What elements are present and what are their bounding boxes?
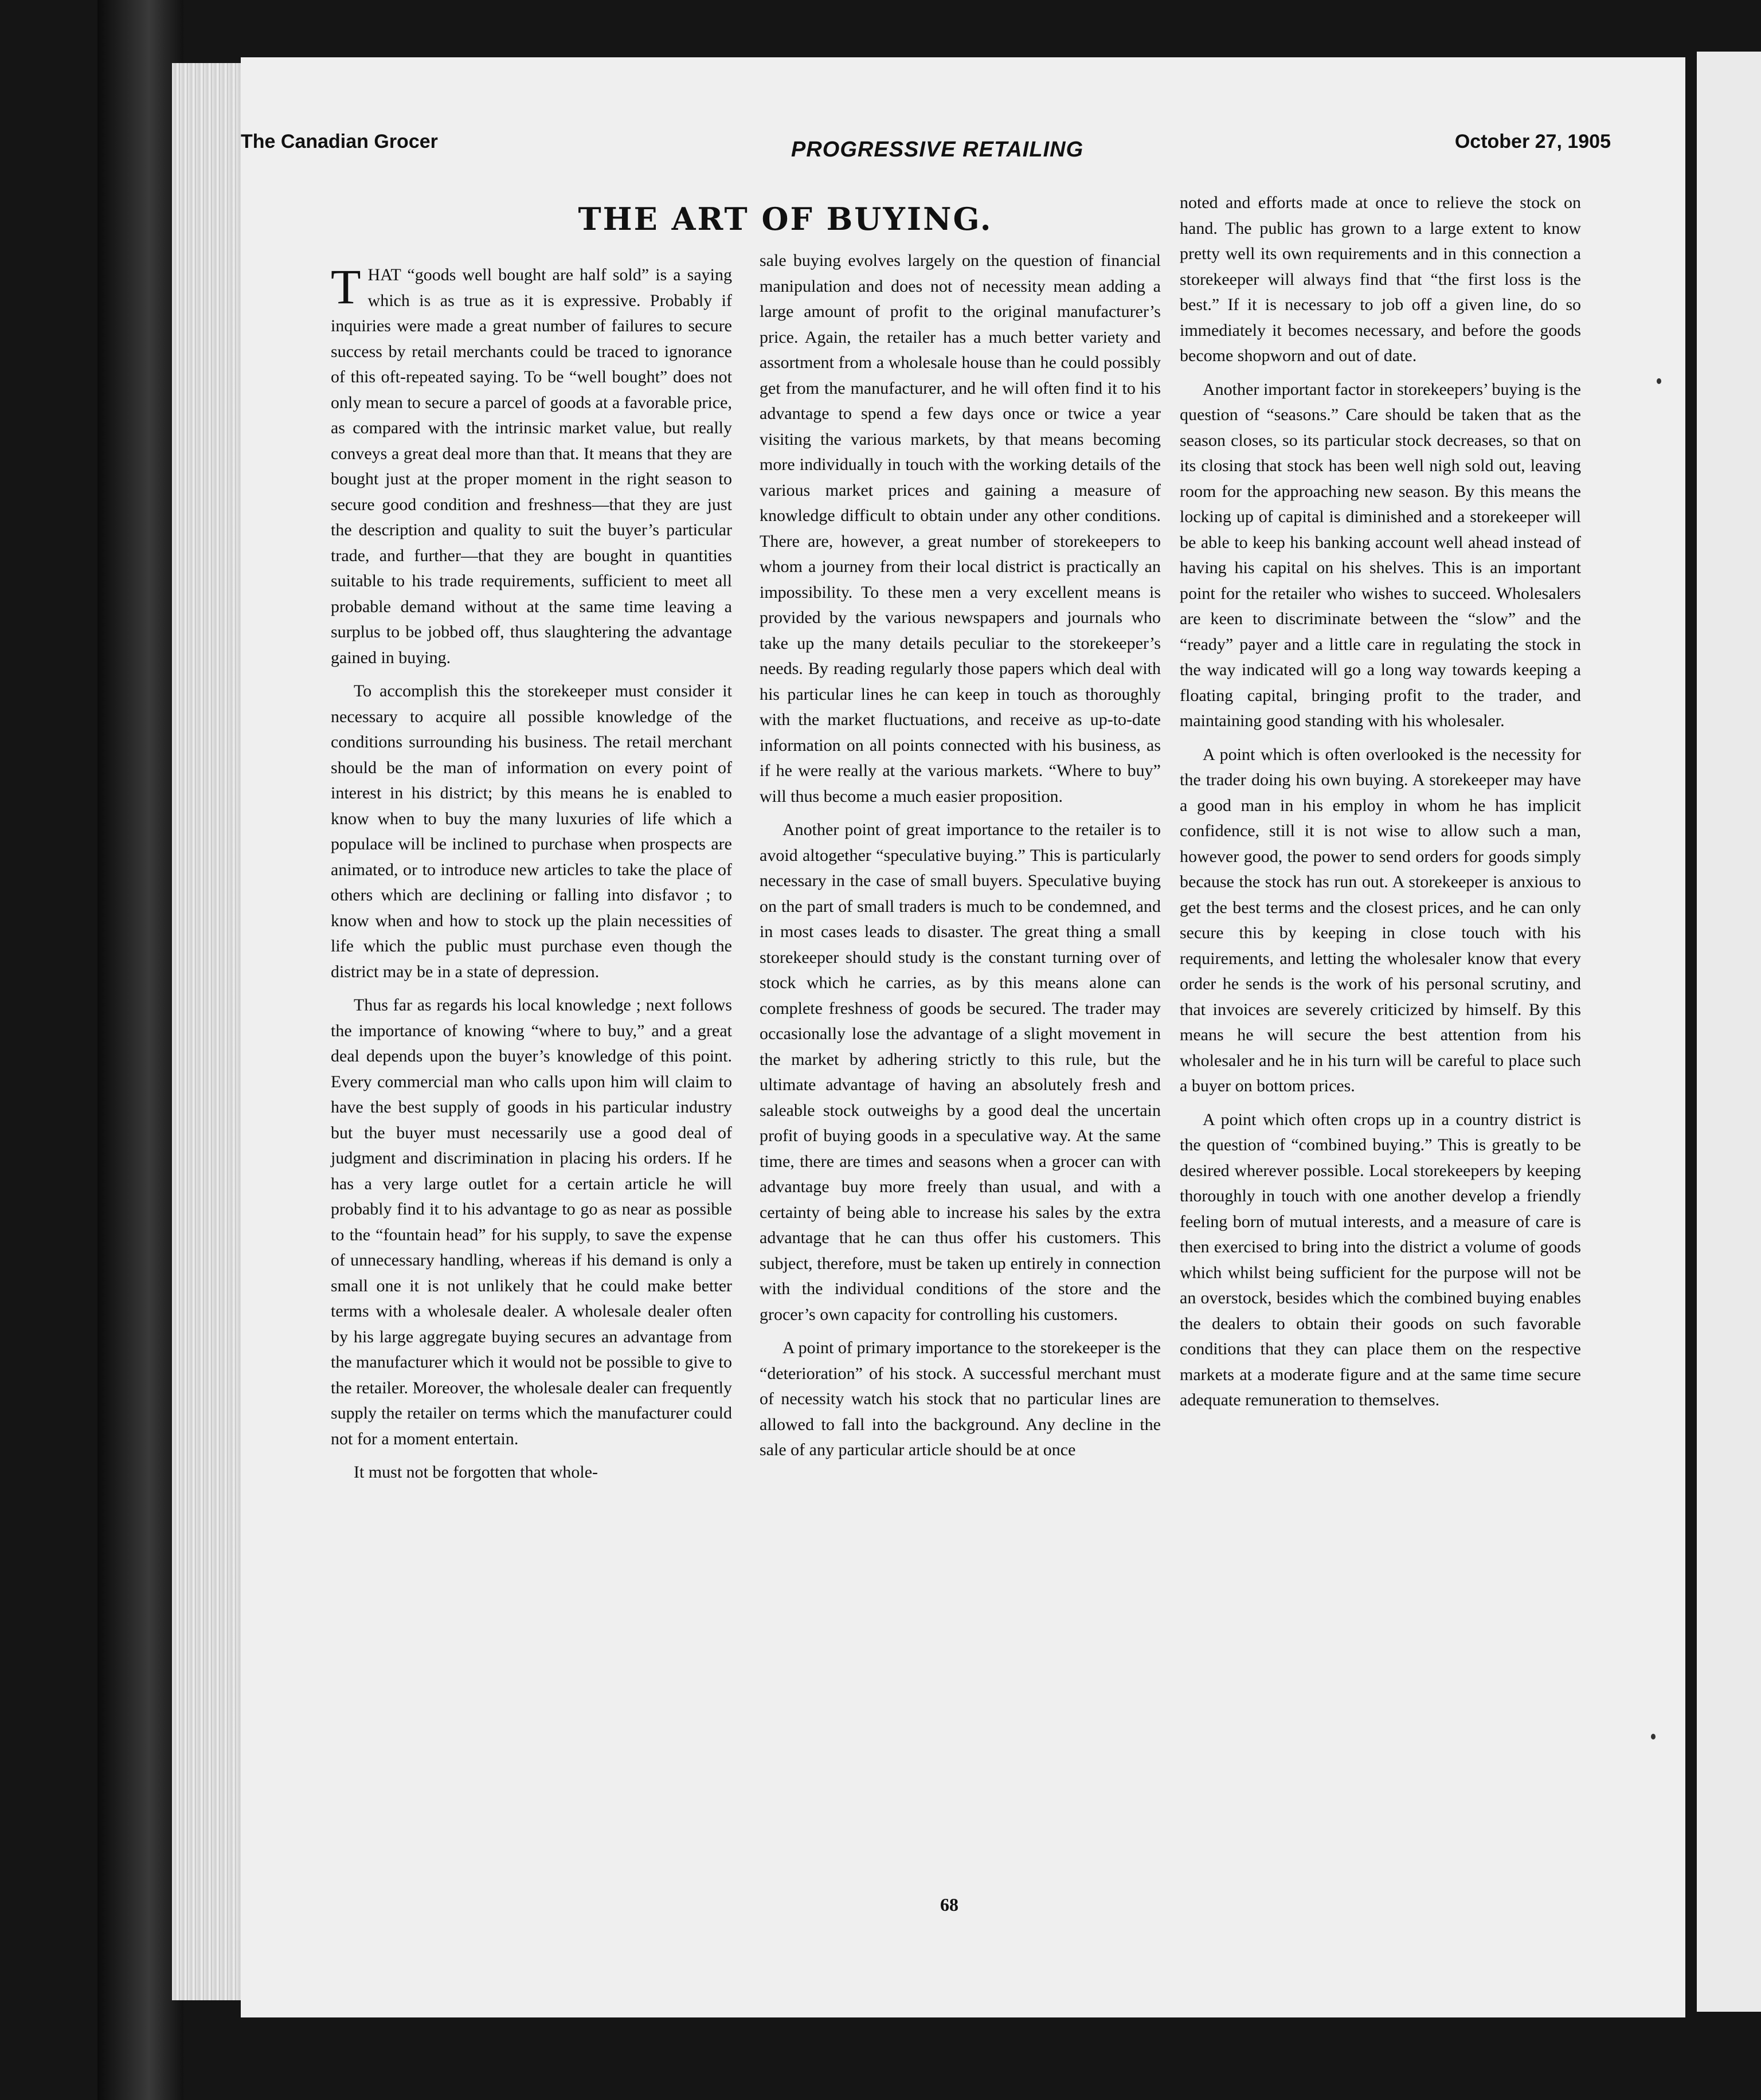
magazine-page	[241, 57, 1685, 2017]
issue-date: October 27, 1905	[1454, 131, 1611, 152]
publication-name: The Canadian Grocer	[241, 131, 438, 152]
paragraph: THAT “goods well bought are half sold” is a saying which is as true as it is expressive. Probably if inquiries were made a great number of failures to secure success by retail merchants could be traced to ignorance of this oft-repeated saying. To be “well bought” does not only mean to secure a parcel of goods at a favorable price, as compared with the intrinsic market value, but really conveys a great deal more than that. It means that they are bought just at the proper moment in the right season to secure good condition and freshness—that they are just the description and quality to suit the buyer’s particular trade, and further—that they are bought in quantities suitable to his trade requirements, sufficient to meet all probable demand without at the same time leaving a surplus to be jobbed off, thus slaughtering the advantage gained in buying.	[331, 259, 732, 667]
article-column-2	[760, 248, 1161, 1471]
paragraph: A point which is often overlooked is the necessity for the trader doing his own buying. A storekeeper may have a good man in his employ in whom he has implicit confidence, still it is not wise to allow such a man, however good, the power to send orders for goods simply because the stock has run out. A storekeeper is anxious to get the best terms and the closest prices, and he can only secure this by keeping in close touch with his requirements, and letting the wholesaler know that every order he sends is the work of his personal scrutiny, and that invoices are severely criticized by himself. By this means he will secure the best attention from his wholesaler and he in his turn will be careful to place such a buyer on bottom prices.	[1180, 745, 1581, 1095]
article-title: THE ART OF BUYING.	[578, 201, 993, 237]
paragraph: A point of primary importance to the storekeeper is the “deterioration” of his stock. A successful merchant must of necessity watch his stock that no particular lines are allowed to fall into the background. Any decline in the sale of any particular article should be at once	[760, 1338, 1161, 1459]
book-spine-shadow	[97, 0, 183, 2100]
paragraph: Thus far as regards his local knowledge ; next follows the importance of knowing “where to buy,” and a great deal depends upon the buyer’s knowledge of this point. Every commercial man who calls upon him will claim to have the best supply of goods in his particular industry but the buyer must necessarily use a good deal of judgment and discrimination in placing his orders. If he has a very large outlet for a certain article he will probably find it to his advantage to go as near as possible to the “fountain head” for his supply, to save the expense of unnecessary handling, whereas if his demand is only a small one it is not unlikely that he could make better terms with a wholesale dealer. A wholesale dealer often by his large aggregate buying secures an advantage from the manufacturer which it would not be possible to give to the retailer. Moreover, the wholesale dealer can frequently supply the retailer on terms which the manufacturer could not for a moment entertain.	[331, 996, 732, 1448]
article-column-1	[331, 259, 732, 1494]
section-title: PROGRESSIVE RETAILING	[791, 138, 1084, 162]
drop-cap: T	[331, 259, 361, 314]
book-page-edges	[172, 63, 241, 2000]
paragraph: A point which often crops up in a country district is the question of “combined buying.” This is greatly to be desired wherever possible. Local storekeepers by keeping thoroughly in touch with one another develop a friendly feeling born of mutual interests, and a measure of care is then exercised to bring into the district a volume of goods which whilst being sufficient for the purpose will not be an overstock, besides which the combined buying enables the dealers to obtain their goods on such favorable conditions that they can place them on the respective markets at a moderate figure and at the same time secure adequate remuneration to themselves.	[1180, 1110, 1581, 1409]
article-column-3	[1180, 190, 1581, 1421]
paragraph: noted and efforts made at once to relieve the stock on hand. The public has grown to a large extent to know pretty well its own requirements and in this connection a storekeeper will always find that “the first loss is the best.” If it is necessary to job off a given line, do so immediately it becomes necessary, and before the goods become shopworn and out of date.	[1180, 193, 1581, 365]
paragraph: To accomplish this the storekeeper must consider it necessary to acquire all possible knowledge of the conditions surrounding his business. The retail merchant should be the man of information on every point of interest in his district; by this means he is enabled to know when to buy the many luxuries of life which a populace will be inclined to purchase when prospects are animated, or to introduce new articles to take the place of others which are declining or falling into disfavor ; to know when and how to stock up the plain necessities of life which the public must purchase even though the district may be in a state of depression.	[331, 681, 732, 981]
paragraph: sale buying evolves largely on the question of financial manipulation and does not of necessity mean adding a large amount of profit to the original manufacturer’s price. Again, the retailer has a much better variety and assortment from a wholesale house than he could possibly get from the manufacturer, and he will often find it to his advantage to spend a few days once or twice a year visiting the various markets, by that means becoming more individually in touch with the working details of the various market prices and gaining a measure of knowledge difficult to obtain under any other conditions. There are, however, a great number of storekeepers to whom a journey from their local district is practically an impossibility. To these men a very excellent means is provided by the various newspapers and journals who take up the many details peculiar to the storekeeper’s needs. By reading regularly those papers which deal with his particular lines he can keep in touch as thoroughly with the market fluctuations, and receive as up-to-date information on all points connected with his business, as if he were really at the various markets. “Where to buy” will thus become a much easier proposition.	[760, 251, 1161, 806]
facing-page-edge	[1697, 52, 1761, 2012]
paragraph: Another point of great importance to the retailer is to avoid altogether “speculative buying.” This is particularly necessary in the case of small buyers. Speculative buying on the part of small traders is much to be condemned, and in most cases leads to disaster. The great thing a small storekeeper should study is the constant turning over of stock which he carries, as by this means alone can complete freshness of goods be secured. The trader may occasionally lose the advantage of a slight movement in the market by adhering strictly to this rule, but the ultimate advantage of having an absolutely fresh and saleable stock outweighs by a good deal the uncertain profit of buying goods in a speculative way. At the same time, there are times and seasons when a grocer can with advantage buy more freely than usual, and with a certainty of being able to increase his sales by the extra advantage that he can thus offer his customers. This subject, therefore, must be taken up entirely in connection with the individual conditions of the store and the grocer’s own capacity for controlling his customers.	[760, 820, 1161, 1324]
scan-speck	[1651, 1734, 1656, 1739]
page-number: 68	[940, 1894, 958, 1915]
paragraph: Another important factor in storekeepers’ buying is the question of “seasons.” Care should be taken that as the season closes, so its particular stock decreases, so that on its closing that stock has been well nigh sold out, leaving room for the approaching new season. By this means the locking up of capital is diminished and a storekeeper will be able to keep his banking account well ahead instead of having his capital on his shelves. This is an important point for the retailer who wishes to succeed. Wholesalers are keen to discriminate between the “slow” and the “ready” payer and a little care in regulating the stock in the way indicated will go a long way towards keeping a floating capital, bringing profit to the trader, and maintaining good standing with his wholesaler.	[1180, 379, 1581, 730]
paragraph: It must not be forgotten that whole-	[354, 1463, 598, 1482]
scan-speck	[1657, 378, 1661, 384]
